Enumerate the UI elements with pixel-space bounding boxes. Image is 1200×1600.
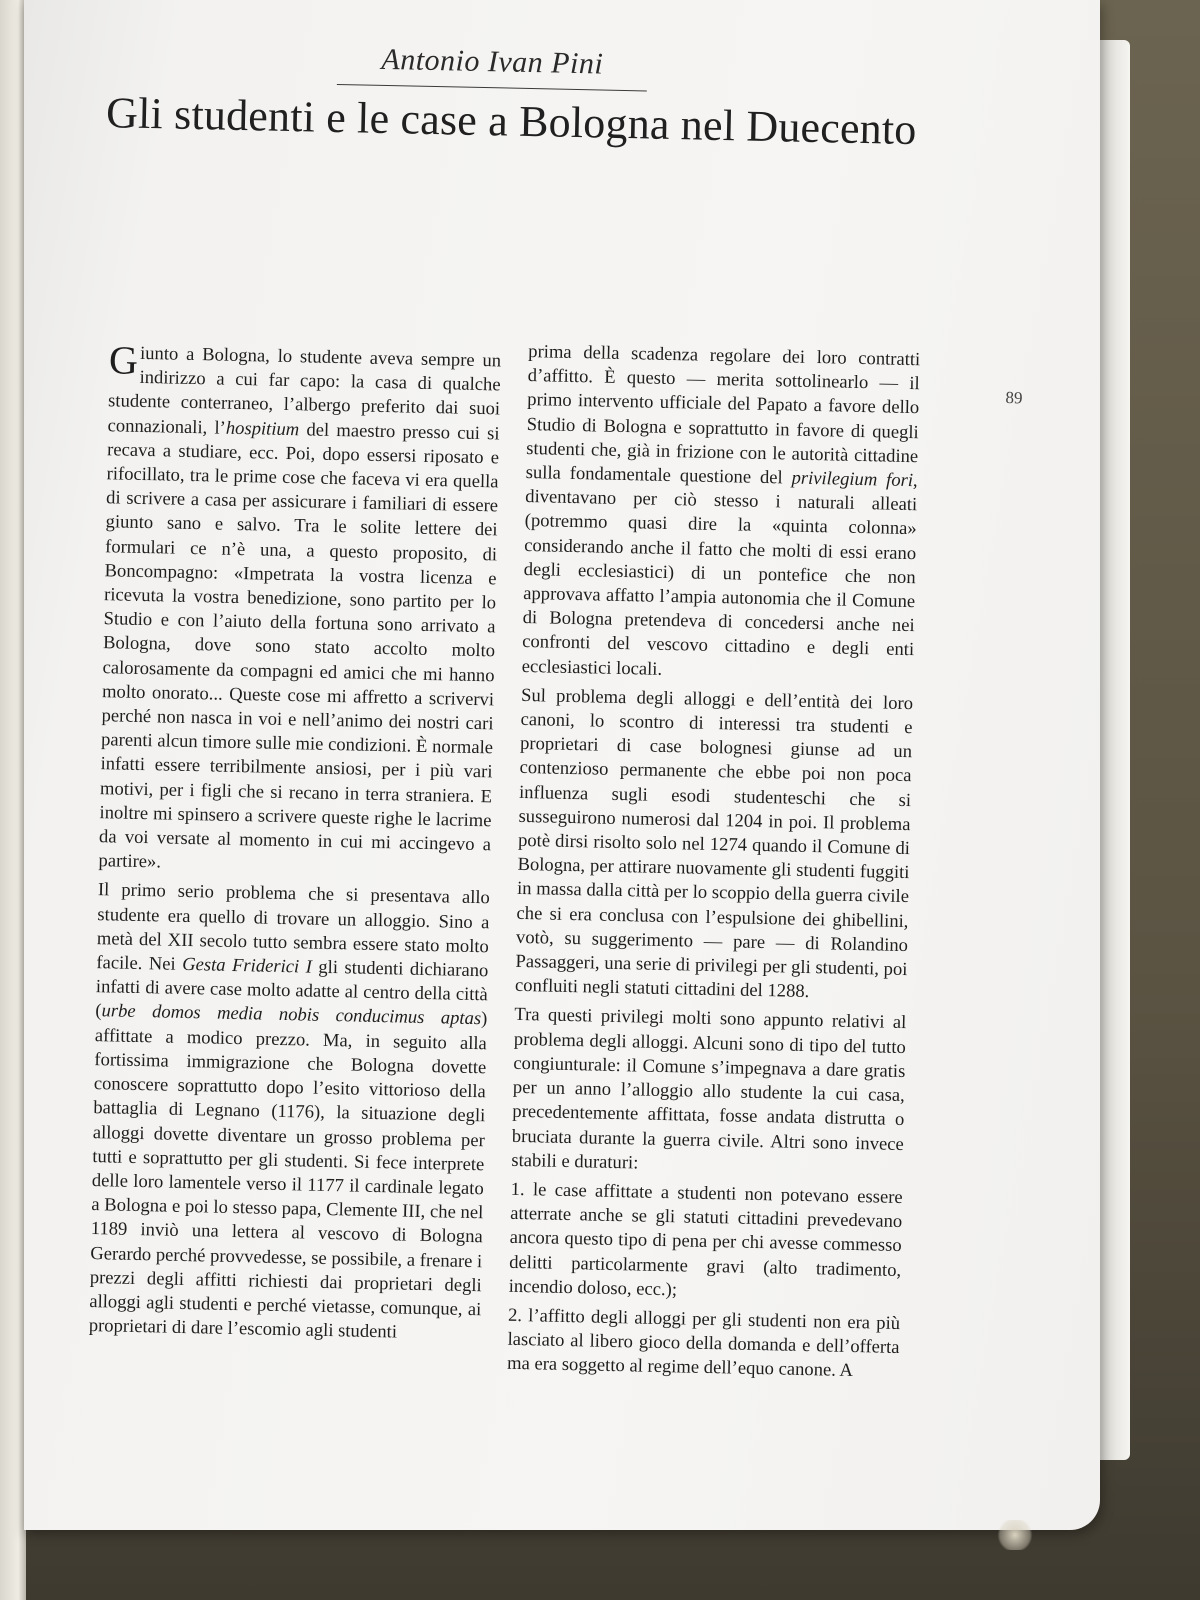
list-item-2: 2. l’affitto degli alloggi per gli studenti non era più lasciato al libero gioco della domanda e dell’offerta ma era soggetto al regime dell’equo canone. A (506, 1304, 901, 1382)
book-page (24, 0, 1100, 1530)
paragraph-2: Il primo serio problema che si presentava allo studente era quello di trovare un alloggio. Sino a metà del XII secolo tutto sembra essere stato molto facile. Nei Gesta Friderici I gli studenti dichiarano infatti di avere case molto adatte al centro della città (urbe domos media nobis conducimus aptas) affittate a modico prezzo. Ma, in seguito alla fortissima immigrazione che Bologna dovette conoscere soprattutto dopo l’esito vittorioso della battaglia di Legnano (1176), la situazione degli alloggi dovette diventare un grosso problema per tutti e soprattutto per gli studenti. Si fece interprete delle loro lamentele verso il 1177 il cardinale legato a Bologna e poi lo stesso papa, Clemente III, che nel 1189 inviò una lettera al vescovo di Bologna Gerardo perché provvedesse, se possibile, a frenare i prezzi degli affitti richiesti dai proprietari degli alloggi agli studenti e perché vietasse, comunque, ai proprietari di dare l’escomio agli studenti (88, 879, 491, 1343)
drop-cap: G (108, 337, 139, 383)
chapter-title: Gli studenti e le case a Bologna nel Duecento (105, 88, 918, 155)
left-page-edge (0, 0, 26, 1600)
right-column (507, 340, 921, 1390)
left-column (88, 337, 502, 1351)
paragraph-3: prima della scadenza regolare dei loro contratti d’affitto. È questo — merita sottolinearlo — il primo intervento ufficiale del Papato a favore dello Studio di Bologna e soprattutto in favore di quegli studenti che, già in frizione con le autorità cittadine sulla fondamentale questione del privilegium fori, diventavano per ciò stesso i naturali alleati (potremmo quasi dire la «quinta colonna» considerando anche il fatto che molti di essi erano degli ecclesiastici) di un pontefice che non approvava affatto l’ampia autonomia che il Comune di Bologna pretendeva di concedersi anche nei confronti del vescovo cittadino e degli enti ecclesiastici locali. (521, 341, 921, 680)
author-rule (337, 84, 647, 91)
page-content (24, 0, 1100, 1530)
page-number: 89 (1005, 388, 1023, 408)
list-item-1: 1. le case affittate a studenti non potevano essere atterrate anche se gli statuti cittadini prevedevano ancora questo tipo di pena per chi avesse commesso delitti particolarmente gravi (alto tradimento, incendio doloso, ecc.); (508, 1178, 903, 1301)
author-name: Antonio Ivan Pini (381, 42, 604, 81)
paragraph-5: Tra questi privilegi molti sono appunto relativi al problema degli alloggi. Alcuni sono di tipo del tutto congiunturale: il Comune s’impegnava a dare gratis per un anno l’alloggio allo studente la cui casa, precedentemente affittata, fosse andata distrutta o bruciata durante la guerra civile. Altri sono invece stabili e duraturi: (511, 1004, 907, 1174)
paragraph-4: Sul problema degli alloggi e dell’entità dei loro canoni, lo scontro di interessi tra studenti e proprietari di case bolognesi giunse ad un contenzioso permanente che ebbe poi non poca influenza sugli esodi studenteschi che si susseguirono numerosi dal 1204 in poi. Il problema potè dirsi risolto solo nel 1274 quando il Comune di Bologna, per attirare nuovamente gli studenti fuggiti in massa dalla città per lo scoppio della guerra civile che si era conclusa con l’espulsione dei ghibellini, votò, su suggerimento — pare — di Rolandino Passaggeri, una serie di privilegi per gli studenti, poi confluiti negli statuti cittadini del 1288. (514, 684, 914, 1003)
paper-stain (995, 1520, 1035, 1550)
paragraph-1: Giunto a Bologna, lo studente aveva sempre un indirizzo a cui far capo: la casa di qualche studente conterraneo, l’albergo preferito dai suoi connazionali, l’hospitium del maestro presso cui si recava a studiare, ecc. Poi, dopo essersi riposato e rifocillato, tra le prime cose che faceva vi era quella di scrivere a casa per assicurare i familiari di essere giunto sano e salvo. Tra le solite lettere dei formulari ce n’è una, a questo proposito, di Boncompagno: «Impetrata la vostra licenza e ricevuta la vostra benedizione, sono partito per lo Studio e con l’aiuto della fortuna sono arrivato a Bologna, dove sono stato accolto molto calorosamente da compagni ed amici che mi hanno molto onorato... Queste cose mi affretto a scrivervi perché non nasca in voi e nell’animo dei nostri cari parenti alcun timore sulle mie condizioni. È normale infatti essere terribilmente ansiosi, per i più vari motivi, per i figli che si recano in terra straniera. E inoltre mi spinsero a scrivere queste righe le lacrime da voi versate al momento in cui mi accingevo a partire». (98, 337, 502, 873)
